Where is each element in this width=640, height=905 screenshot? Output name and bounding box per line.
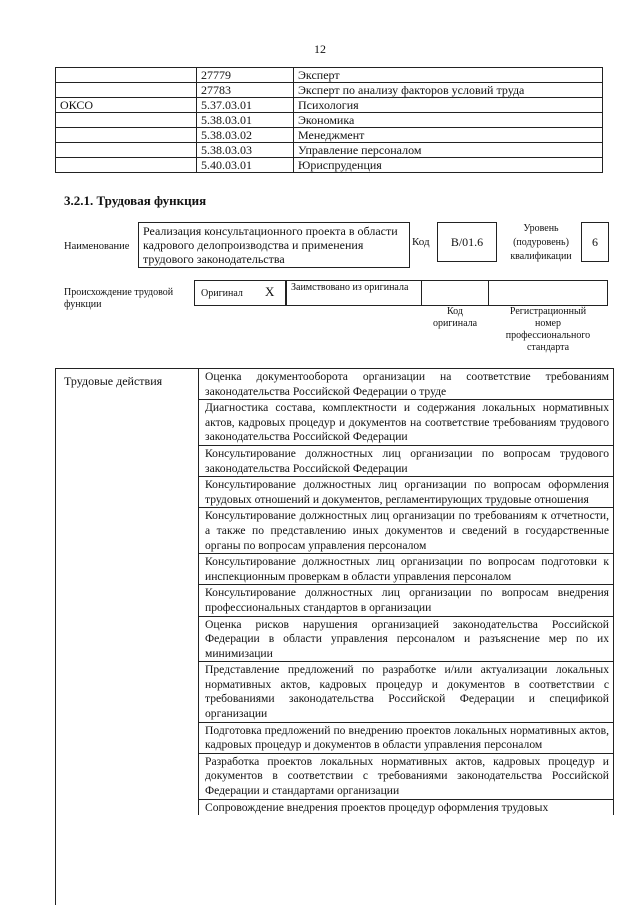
table-cell [56, 113, 197, 128]
table-cell [56, 143, 197, 158]
table-cell: Психология [294, 98, 603, 113]
table-cell: 5.37.03.01 [197, 98, 294, 113]
list-item: Разработка проектов локальных нормативных актов, кадровых процедур и документов в соответствии с требованиями законодательства Российской Федерации и стандартами организации [199, 754, 613, 800]
page-number: 12 [314, 42, 326, 56]
level-value: 6 [581, 222, 609, 262]
table-cell: Эксперт по анализу факторов условий труда [294, 83, 603, 98]
list-item: Подготовка предложений по внедрению проектов локальных нормативных актов, кадровых процедур и документов в области управления персоналом [199, 723, 613, 754]
table-row [56, 128, 603, 143]
table-cell: Экономика [294, 113, 603, 128]
table-cell: 27779 [197, 68, 294, 83]
list-item: Консультирование должностных лиц организации по вопросам трудового законодательства Российской Федерации [199, 446, 613, 477]
table-cell: ОКСО [56, 98, 197, 113]
labor-actions-label: Трудовые действия [64, 374, 163, 388]
table-row [56, 83, 603, 98]
original-label: Оригинал [201, 288, 243, 299]
borrowed-label: Заимствовано из оригинала [291, 282, 409, 293]
table-cell: Управление персоналом [294, 143, 603, 158]
table-cell: Юриспруденция [294, 158, 603, 173]
labor-actions-list [198, 368, 614, 815]
code-label: Код [412, 236, 430, 248]
origin-label: Происхождение трудовой функции [64, 287, 174, 310]
list-item: Консультирование должностных лиц организации по вопросам внедрения профессиональных стандартов в организации [199, 585, 613, 616]
original-cell [194, 280, 286, 306]
table-row [56, 98, 603, 113]
table-cell [56, 68, 197, 83]
reg-number-cell [488, 280, 608, 306]
list-item: Оценка рисков нарушения организацией законодательства Российской Федерации в области управления персоналом и разъяснение мер по их минимизации [199, 617, 613, 663]
code-value: B/01.6 [437, 222, 497, 262]
list-item: Консультирование должностных лиц организации по вопросам оформления трудовых отношений и документов, регламентирующих трудовые отношения [199, 477, 613, 508]
okso-table [55, 67, 603, 173]
table-cell: Эксперт [294, 68, 603, 83]
table-row [56, 143, 603, 158]
original-mark: X [265, 284, 275, 299]
table-cell: 5.40.03.01 [197, 158, 294, 173]
table-cell [56, 158, 197, 173]
list-item: Консультирование должностных лиц организации по вопросам подготовки к инспекционным проверкам в области управления персоналом [199, 554, 613, 585]
borrowed-cell [286, 280, 422, 306]
table-cell: 5.38.03.02 [197, 128, 294, 143]
list-item: Диагностика состава, комплектности и содержания локальных нормативных актов, кадровых процедур и документов на соответствие требованиям трудового законодательства Российской Федерации [199, 400, 613, 446]
table-row [56, 158, 603, 173]
list-item: Консультирование должностных лиц организации по требованиям к отчетности, а также по представлению иных документов и сведений в государственные органы по вопросам управления персоналом [199, 508, 613, 554]
reg-number-label: Регистрационный номер профессионального стандарта [505, 306, 591, 353]
level-label: Уровень (подуровень) квалификации [510, 223, 572, 262]
table-row [56, 68, 603, 83]
table-cell: Менеджмент [294, 128, 603, 143]
function-name-value: Реализация консультационного проекта в области кадрового делопроизводства и применения трудового законодательства [138, 222, 410, 268]
table-cell: 27783 [197, 83, 294, 98]
table-row [56, 113, 603, 128]
code-original-label: Код оригинала [432, 306, 478, 329]
list-item: Оценка документооборота организации на соответствие требованиям законодательства Российской Федерации о труде [199, 368, 613, 400]
list-item: Представление предложений по разработке и/или актуализации локальных нормативных актов, кадровых процедур и документов в соответствии с требованиями законодательства Российской Федерации и спецификой организации [199, 662, 613, 722]
code-original-cell [421, 280, 489, 306]
table-cell [56, 83, 197, 98]
function-heading: 3.2.1. Трудовая функция [64, 193, 207, 208]
table-cell: 5.38.03.01 [197, 113, 294, 128]
list-item: Сопровождение внедрения проектов процедур оформления трудовых [205, 800, 549, 814]
table-cell [56, 128, 197, 143]
table-cell: 5.38.03.03 [197, 143, 294, 158]
name-label: Наименование [64, 241, 130, 252]
table-left-border [55, 368, 56, 905]
